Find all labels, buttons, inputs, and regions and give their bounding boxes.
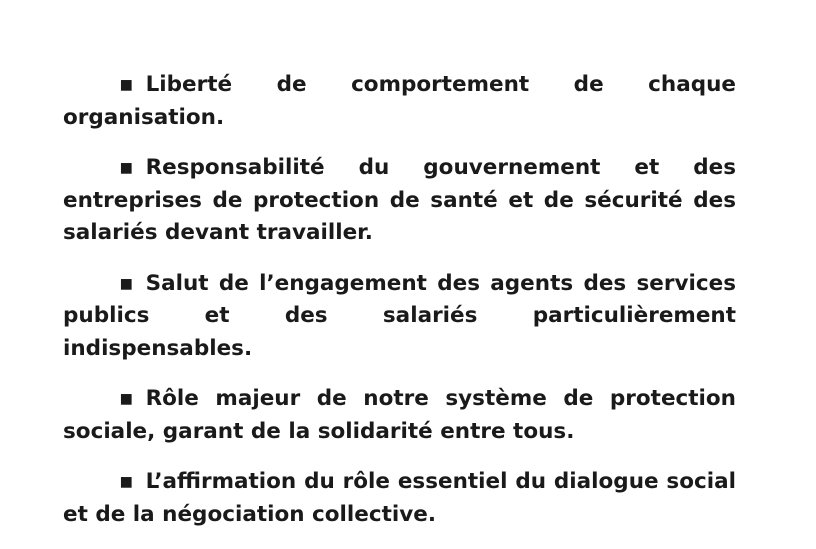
bullet-icon: ▪	[119, 72, 134, 97]
list-item-text: Salut de l’engagement des agents des services publics et des salariés particulièrement indispensables.	[63, 270, 736, 361]
list-item-text: Liberté de comportement de chaque organisation.	[63, 72, 736, 130]
list-item-text: Rôle majeur de notre système de protection sociale, garant de la solidarité entre tous.	[63, 386, 736, 444]
bullet-icon: ▪	[119, 469, 134, 494]
list-item	[63, 152, 736, 250]
list-item-text: L’affirmation du rôle essentiel du dialogue social et de la négociation collective.	[63, 469, 736, 527]
bullet-icon: ▪	[119, 155, 134, 180]
list-item	[63, 383, 736, 448]
bullet-icon: ▪	[119, 270, 134, 296]
list-item-text: Responsabilité du gouvernement et des entreprises de protection de santé et de sécurité des salariés devant travailler.	[63, 155, 736, 245]
list-item	[63, 268, 736, 366]
bullet-icon: ▪	[119, 386, 134, 411]
list-item	[63, 69, 736, 134]
bullet-list	[63, 69, 736, 549]
list-item	[63, 466, 736, 531]
